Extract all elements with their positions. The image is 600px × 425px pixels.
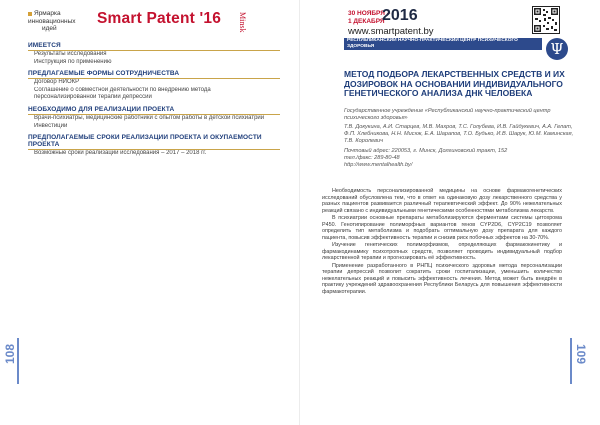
section-line: Результаты исследования xyxy=(34,51,107,57)
page-number-right xyxy=(570,338,592,384)
section-line: Инструкция по применению xyxy=(34,58,112,65)
body-paragraph: Применение разработанного в РНПЦ психического здоровья метода персонализации терапии депрессий позволит сократить сроки госпитализации, уменьшить количество нежелательных реакций и повысить эффективность лечения. Метод может быть внедрён в практику учреждений здравоохранения Республики Беларусь для повышения эффективности фармакотерапии. xyxy=(322,262,562,295)
body-paragraph: Изучение генетических полиморфизмов, определяющих фармакокинетику и фармакодинамику психотропных средств, позволяет проводить индивидуальный подбор лекарственной терапии и прогнозировать её эффективность. xyxy=(322,242,562,261)
section-available xyxy=(28,42,280,66)
section-cooperation xyxy=(28,70,280,102)
section-heading: ПРЕДПОЛАГАЕМЫЕ СРОКИ РЕАЛИЗАЦИИ ПРОЕКТА И ОКУПАЕМОСТИ ПРОЕКТА xyxy=(28,134,280,150)
date-line: 30 НОЯБРЯ – xyxy=(348,10,391,17)
phone-fax: тел./факс: 289-80-48 xyxy=(344,155,400,161)
page-number-rule xyxy=(570,338,572,384)
section-line: Инвестиции xyxy=(34,122,68,129)
event-website: www.smartpatent.by xyxy=(348,26,434,37)
event-title: Smart Patent '16 xyxy=(97,10,222,27)
date-line: 1 ДЕКАБРЯ xyxy=(348,17,385,25)
article-title: МЕТОД ПОДБОРА ЛЕКАРСТВЕННЫХ СРЕДСТВ И ИХ ДОЗИРОВОК НА ОСНОВАНИИ ИНДИВИДУАЛЬНОГО ГЕНЕТИЧЕСКОГО АНАЛИЗА ДНК ЧЕЛОВЕКА xyxy=(344,69,565,98)
section-line: Врачи-психиатры, медицинские работники с опытом работы в детской психиатрии xyxy=(34,115,265,121)
page-number: 109 xyxy=(574,344,588,365)
website-link: http://www.mentalhealth.by/ xyxy=(344,162,413,168)
article-body xyxy=(322,188,562,296)
page-number-left xyxy=(1,338,23,384)
right-page xyxy=(300,0,600,425)
section-heading: НЕОБХОДИМО ДЛЯ РЕАЛИЗАЦИИ ПРОЕКТА xyxy=(28,106,280,115)
logo-mark-icon xyxy=(28,12,32,16)
section-heading: ПРЕДЛАГАЕМЫЕ ФОРМЫ СОТРУДНИЧЕСТВА xyxy=(28,70,280,79)
institution-name: Государственное учреждение «Республиканский научно-практический центр психического здоровья» xyxy=(344,108,551,121)
qr-code-icon xyxy=(532,6,560,34)
brand-line-3: идей xyxy=(42,25,57,32)
institution-banner: РЕСПУБЛИКАНСКИЙ НАУЧНО-ПРАКТИЧЕСКИЙ ЦЕНТР ПСИХИЧЕСКОГО ЗДОРОВЬЯ xyxy=(344,38,542,50)
page-number-rule xyxy=(17,338,19,384)
brand-line-2: инновационных xyxy=(28,17,76,25)
section-line: Возможные сроки реализации исследования – 2017 – 2018 гг. xyxy=(34,150,207,156)
body-paragraph: Необходимость персонализированной медицины на основе фармакогенетических исследований обусловлена тем, что в ответ на одинаковую дозу лекарственного средства у разных пациентов развивается различный терапевтический эффект. До 90% нежелательных реакций связано с индивидуальными генетическими особенностями метаболизма лекарств. xyxy=(322,188,562,214)
psi-logo-icon: Ψ xyxy=(546,38,568,60)
section-timeline xyxy=(28,134,280,158)
section-heading: ИМЕЕТСЯ xyxy=(28,42,280,51)
fair-logo xyxy=(28,10,88,33)
section-line: Договор НИОКР xyxy=(34,79,80,85)
authors-list: Т.В. Докукина, А.И. Старцев, М.В. Махров, Т.С. Голубева, И.В. Гайдукевич, А.А. Гелат, Ф.П. Хлебникова, Н.Н. Мисюк, Е.А. Шарапов, Т.О. Будько, И.В. Шарук, Ю.М. Каминская, Т.В. Королевич xyxy=(344,124,574,144)
page-number: 108 xyxy=(3,344,17,365)
section-line: персонализированной терапии депрессии xyxy=(34,94,152,100)
section-needed xyxy=(28,106,280,130)
section-line: Соглашение о совместной деятельности по внедрению метода xyxy=(34,86,211,93)
postal-address: Почтовый адрес: 220053, г. Минск, Долгиновский тракт, 152 xyxy=(344,148,508,154)
event-city: Minsk xyxy=(238,12,247,33)
body-paragraph: В психиатрии основные препараты метаболизируются ферментами системы цитохрома Р450. Генотипирование полиморфных вариантов генов CYP2D6, CYP2C19 позволяет определить тип метаболизма и подобрать оптимальную дозу препарата для каждого пациента, повысив эффективность терапии и снизив риск побочных эффектов на 30-70%. xyxy=(322,215,562,241)
event-year: 2016 xyxy=(382,7,418,24)
brand-line-1: Ярмарка xyxy=(34,10,61,17)
